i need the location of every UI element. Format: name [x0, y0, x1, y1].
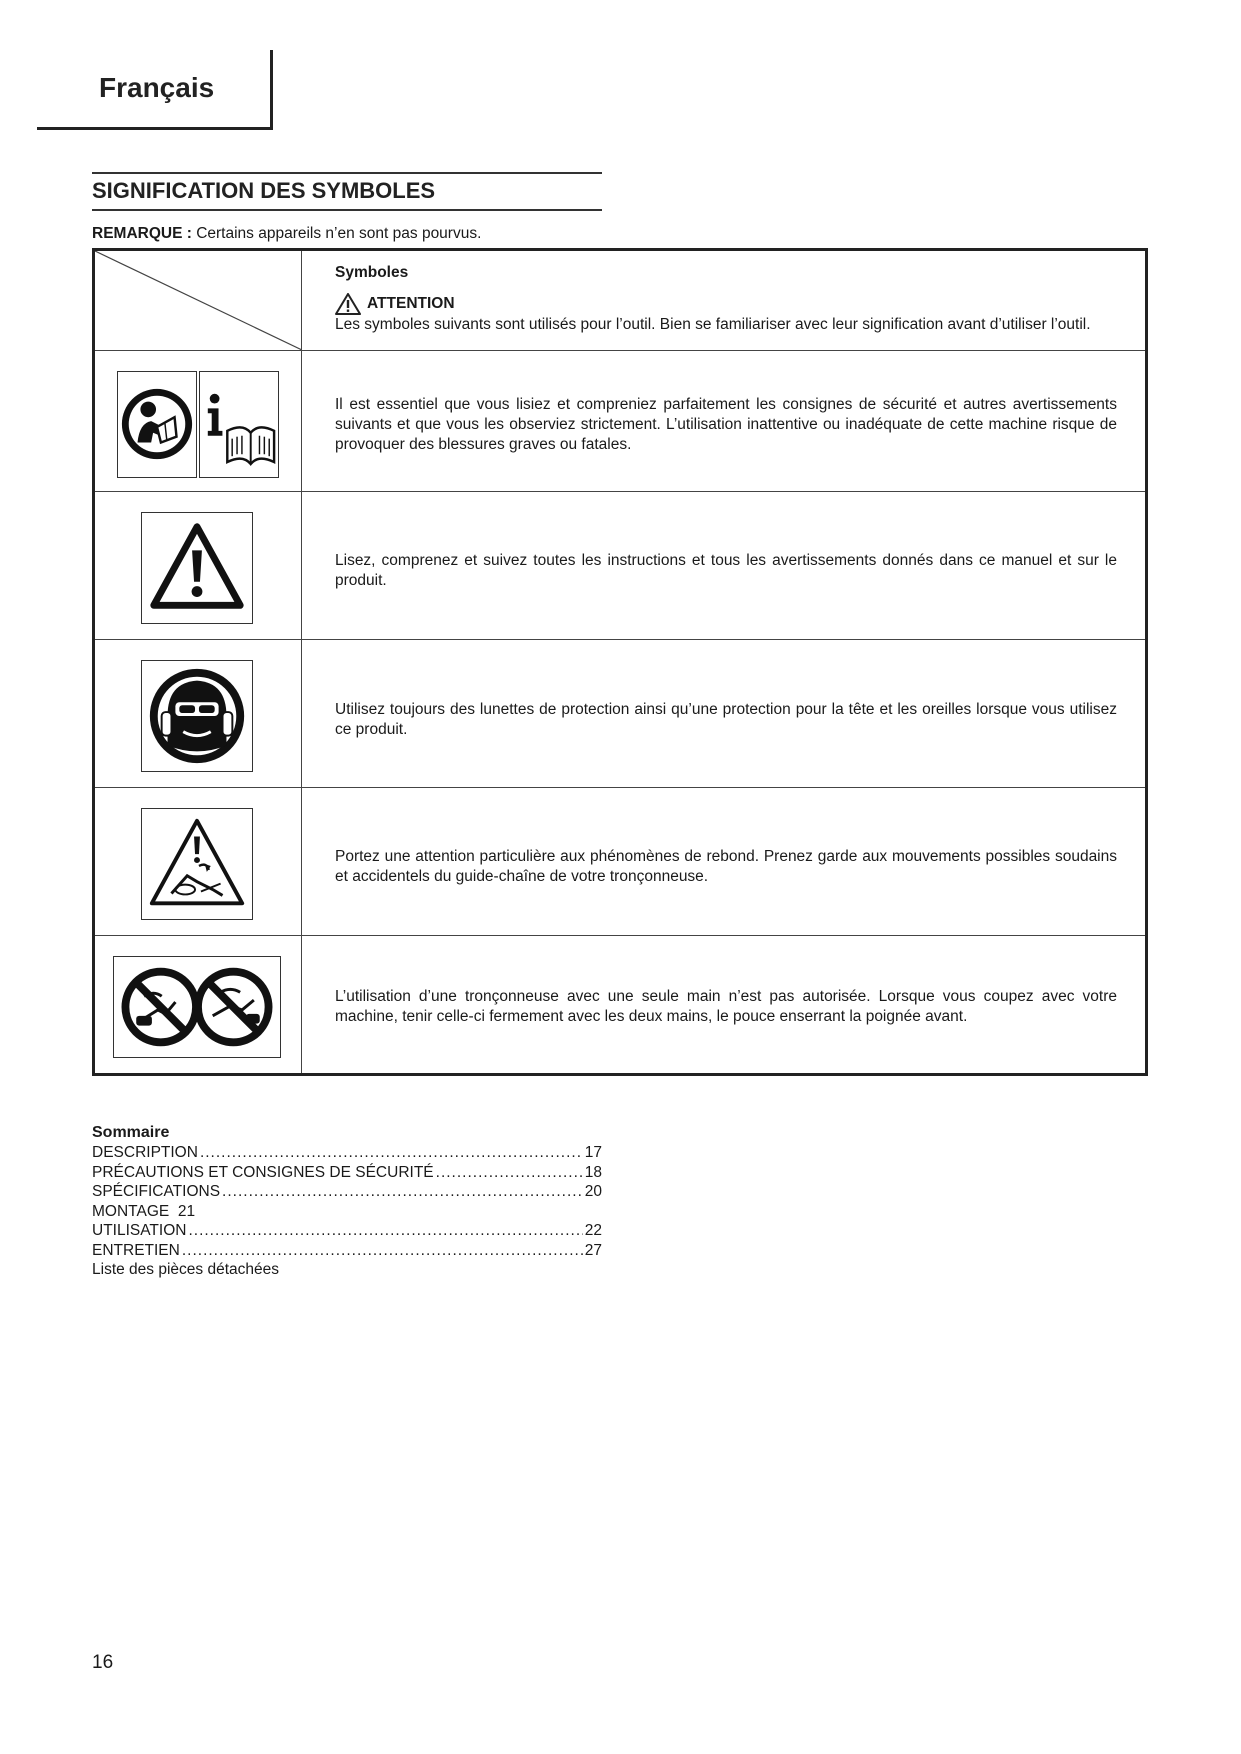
toc-item-label: Liste des pièces détachées [92, 1261, 279, 1278]
table-header-row [95, 251, 1145, 351]
info-manual-icon [199, 371, 279, 478]
remark-label: REMARQUE : [92, 225, 192, 242]
diagonal-line [95, 251, 302, 350]
section-title: SIGNIFICATION DES SYMBOLES [92, 172, 602, 211]
remark [92, 225, 481, 243]
toc-item-page: 21 [177, 1202, 196, 1220]
toc-item [92, 1182, 602, 1202]
attention-line [335, 293, 1117, 315]
toc-item [92, 1202, 602, 1222]
toc-item-page: 17 [584, 1144, 602, 1161]
header-cell [335, 257, 1117, 335]
header-corner-cell [95, 251, 302, 350]
table-of-contents [92, 1143, 602, 1280]
table-row [95, 351, 1145, 492]
row-text: Utilisez toujours des lunettes de protection ainsi qu’une protection pour la tête et les oreilles lorsque vous utilisez ce produit. [335, 701, 1117, 738]
table-row [95, 788, 1145, 936]
attention-triangle-icon [335, 293, 361, 315]
table-row [95, 640, 1145, 788]
toc-item-page: 27 [584, 1241, 602, 1259]
page-number: 16 [92, 1652, 114, 1673]
no-one-hand-operation-icon [113, 956, 281, 1058]
symbols-table [92, 248, 1148, 1076]
read-manual-icon [117, 371, 197, 478]
toc-item [92, 1260, 602, 1280]
toc-item-page: 22 [584, 1222, 602, 1239]
table-row [95, 492, 1145, 640]
icon-cell [95, 492, 302, 639]
toc-item [92, 1143, 602, 1163]
row-text: L’utilisation d’une tronçonneuse avec une seule main n’est pas autorisée. Lorsque vous coupez avec votre machine, tenir celle-ci fermement avec les deux mains, le pouce enserrant la poignée avant. [335, 988, 1117, 1025]
toc-item-label: MONTAGE [92, 1202, 170, 1220]
attention-label: ATTENTION [367, 295, 455, 312]
toc-item [92, 1221, 602, 1241]
table-row [95, 936, 1145, 1073]
toc-item-label: SPÉCIFICATIONS [92, 1183, 221, 1200]
toc-item-page: 20 [584, 1183, 602, 1200]
header-text: Les symboles suivants sont utilisés pour l’outil. Bien se familiariser avec leur signification avant d’utiliser l’outil. [335, 316, 1091, 333]
row-text: Portez une attention particulière aux phénomènes de rebond. Prenez garde aux mouvements possibles soudains et accidentels du guide-chaîne de votre tronçonneuse. [335, 848, 1117, 885]
head-eye-ear-protection-icon [141, 660, 253, 772]
row-text: Il est essentiel que vous lisiez et compreniez parfaitement les consignes de sécurité et autres avertissements suivants et que vous les observiez strictement. L’utilisation inattentive ou inadéquate de cette machine risque de provoquer des blessures graves ou fatales. [335, 396, 1117, 453]
toc-item-page: 18 [584, 1163, 602, 1181]
toc-item [92, 1241, 602, 1261]
icon-cell [95, 351, 302, 491]
remark-text: Certains appareils n’en sont pas pourvus. [196, 225, 482, 242]
symbols-heading: Symboles [335, 264, 409, 281]
toc-item-label: ENTRETIEN [92, 1241, 180, 1259]
language-label: Français [99, 72, 215, 103]
toc-item-label: UTILISATION [92, 1222, 187, 1239]
toc-title: Sommaire [92, 1124, 170, 1141]
row-text: Lisez, comprenez et suivez toutes les instructions et tous les avertissements donnés dans ce manuel et sur le produit. [335, 552, 1117, 589]
toc-item-label: DESCRIPTION [92, 1144, 198, 1161]
warning-triangle-icon [141, 512, 253, 624]
kickback-warning-icon [141, 808, 253, 920]
icon-cell [95, 788, 302, 935]
toc-item [92, 1163, 602, 1183]
language-tab [37, 50, 273, 130]
icon-cell [95, 640, 302, 787]
icon-cell [95, 936, 302, 1073]
toc-item-label: PRÉCAUTIONS ET CONSIGNES DE SÉCURITÉ [92, 1163, 434, 1181]
